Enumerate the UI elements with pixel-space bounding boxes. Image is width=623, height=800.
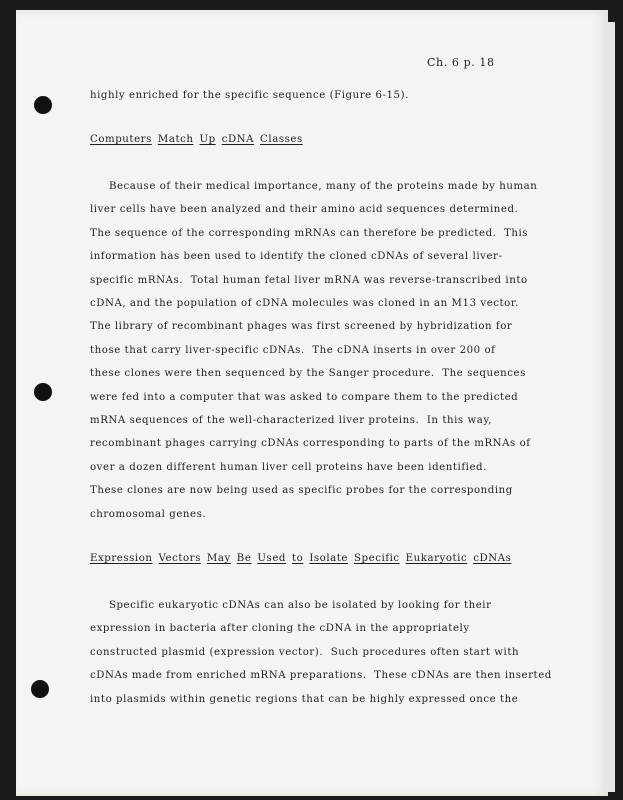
body-text-line: The sequence of the corresponding mRNAs can therefore be predicted. This	[90, 227, 529, 239]
punch-hole-middle	[34, 383, 52, 401]
body-text-line: information has been used to identify the cloned cDNAs of several liver-	[90, 251, 503, 263]
heading-word: cDNAs	[473, 553, 512, 564]
section-heading-computers-match	[90, 134, 303, 145]
body-text-line: over a dozen different human liver cell proteins have been identified.	[90, 461, 487, 473]
body-text-line: chromosomal genes.	[90, 508, 207, 520]
heading-word: Specific	[354, 553, 400, 564]
heading-word: cDNA	[221, 134, 255, 145]
body-text-line: were fed into a computer that was asked to compare them to the predicted	[90, 391, 519, 403]
body-text-line: these clones were then sequenced by the Sanger procedure. The sequences	[90, 368, 526, 380]
intro-line: highly enriched for the specific sequence (Figure 6-15).	[90, 90, 409, 101]
punch-hole-bottom	[31, 680, 49, 698]
body-text-line: liver cells have been analyzed and their amino acid sequences determined.	[90, 204, 519, 216]
body-text-line: These clones are now being used as specific probes for the corresponding	[90, 485, 513, 497]
heading-word: Expression	[90, 553, 153, 564]
body-text-line: Because of their medical importance, many of the proteins made by human	[90, 181, 538, 192]
heading-word: Match	[157, 134, 194, 145]
body-text-line: expression in bacteria after cloning the cDNA in the appropriately	[90, 623, 470, 635]
heading-word: Up	[199, 134, 216, 145]
section-heading-expression-vectors	[90, 553, 511, 564]
body-text-line: Specific eukaryotic cDNAs can also be isolated by looking for their	[90, 600, 492, 611]
heading-word: Be	[236, 553, 252, 564]
body-text-line: The library of recombinant phages was first screened by hybridization for	[90, 321, 513, 333]
body-text-line: cDNA, and the population of cDNA molecules was cloned in an M13 vector.	[90, 298, 519, 309]
heading-word: Used	[257, 553, 286, 564]
body-text-line: mRNA sequences of the well-characterized liver proteins. In this way,	[90, 415, 493, 426]
body-text-line: constructed plasmid (expression vector). Such procedures often start with	[90, 646, 520, 658]
body-text-line: those that carry liver-specific cDNAs. The cDNA inserts in over 200 of	[90, 344, 496, 356]
page-edge	[603, 22, 615, 792]
heading-word: to	[291, 553, 304, 564]
body-text-line: cDNAs made from enriched mRNA preparations. These cDNAs are then inserted	[90, 670, 552, 682]
heading-word: Classes	[260, 134, 303, 145]
heading-word: May	[206, 553, 231, 564]
body-text-line: recombinant phages carrying cDNAs corresponding to parts of the mRNAs of	[90, 438, 531, 450]
heading-word: Computers	[90, 134, 152, 145]
heading-word: Isolate	[309, 553, 349, 564]
body-text-line: specific mRNAs. Total human fetal liver mRNA was reverse-transcribed into	[90, 274, 528, 286]
body-text-line: into plasmids within genetic regions that can be highly expressed once the	[90, 693, 519, 705]
heading-word: Vectors	[158, 553, 201, 564]
heading-word: Eukaryotic	[405, 553, 468, 564]
punch-hole-top	[34, 96, 52, 114]
page-reference: Ch. 6 p. 18	[427, 56, 495, 69]
